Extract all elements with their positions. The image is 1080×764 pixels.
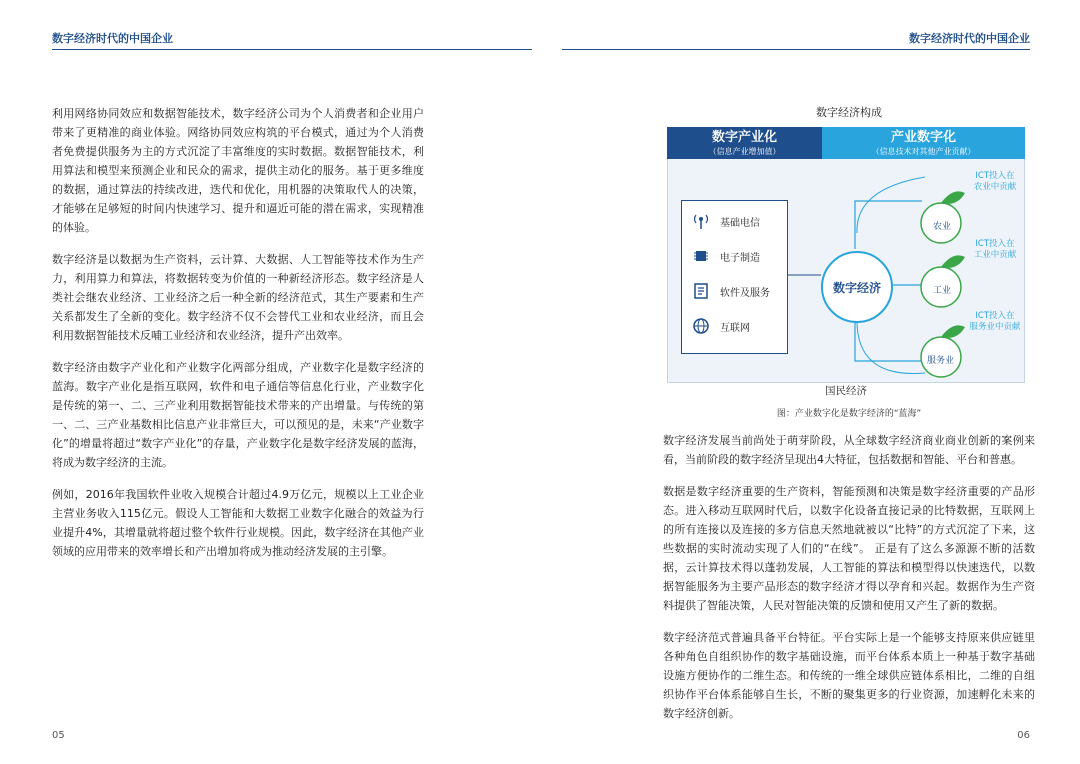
left-paragraph-3: 数字经济由数字产业化和产业数字化两部分组成，产业数字化是数字经济的蓝海。数字产业化是指互联网，软件和电子通信等信息化行业，产业数字化是传统的第一、二、三产业利用数据智能技术带来的产出增量。与传统的第一、二、三产业基数相比信息产业非常巨大，可以预见的是，未来“产业数字化”的增量将超过“数字产业化”的存量，产业数字化是数字经济发展的蓝海，将成为数字经济的主流。 xyxy=(52,361,424,469)
ict-label-services xyxy=(965,311,1025,333)
left-paragraph-1: 利用网络协同效应和数据智能技术，数字经济公司为个人消费者和企业用户带来了更精准的商业体验。网络协同效应构筑的平台模式，通过为个人消费者免费提供服务为主的方式沉淀了丰富维度的实时数据。数据智能技术，利用算法和模型来预测企业和民众的需求，提供主动化的服务。基于更多维度的数据，通过算法的持续改进，迭代和优化，用机器的决策取代人的决策，才能够在足够短的时间内快速学习、提升和逼近可能的潜在需求，实现精准的体验。 xyxy=(52,107,424,234)
chip-icon xyxy=(692,247,710,265)
list-item xyxy=(692,281,770,301)
item-label-electronics: 电子制造 xyxy=(720,252,760,264)
category-services: 服务业 xyxy=(927,356,955,366)
band-right-subtitle: （信息技术对其他产业贡献） xyxy=(871,147,976,156)
running-header-left: 数字经济时代的中国企业 xyxy=(52,32,173,45)
national-economy-label: 国民经济 xyxy=(825,385,867,397)
running-header-right: 数字经济时代的中国企业 xyxy=(909,32,1030,45)
ict-label-agriculture xyxy=(965,171,1025,193)
list-item xyxy=(692,211,760,231)
band-left-title: 数字产业化 xyxy=(711,130,777,145)
band-digital-industrialization xyxy=(667,127,822,159)
digital-economy-diagram xyxy=(667,127,1025,396)
list-item xyxy=(692,246,760,266)
figure-caption: 图：产业数字化是数字经济的“蓝海” xyxy=(776,409,922,419)
industry-node xyxy=(921,255,965,307)
category-agriculture: 农业 xyxy=(933,222,952,232)
left-paragraph-2: 数字经济是以数据为生产资料，云计算、大数据、人工智能等技术作为生产力，利用算力和算法，将数据转变为价值的一种新经济形态。数字经济是人类社会继农业经济、工业经济之后一种全新的经济范式，其生产要素和生产关系都发生了全新的变化。数字经济不仅不会替代工业和农业经济，而且会利用数据智能技术反哺工业经济和农业经济，提升产出效率。 xyxy=(52,253,424,342)
agriculture-node xyxy=(921,191,965,243)
band-industrial-digitalization xyxy=(822,127,1025,159)
header-rule-left xyxy=(52,49,532,50)
globe-icon xyxy=(692,317,710,335)
service-node xyxy=(921,325,965,377)
list-item xyxy=(692,316,750,336)
antenna-icon xyxy=(692,212,710,230)
band-right-title: 产业数字化 xyxy=(890,130,956,145)
page-number-left: 05 xyxy=(52,730,65,741)
digital-industry-list xyxy=(681,200,788,354)
diagram-title: 数字经济构成 xyxy=(816,106,882,119)
ict-text: ICT投入在 农业中贡献 xyxy=(973,171,1017,192)
ict-label-industry xyxy=(965,239,1025,261)
right-paragraph-3: 数字经济范式普遍具备平台特征。平台实际上是一个能够支持原来供应链里各种角色自组织协作的数字基础设施，而平台体系本质上一种基于数字基础设施方便协作的二维生态。和传统的一维全球供应链体系相比，二维的自组织协作平台体系能够自生长，不断的聚集更多的行业资源，加速孵化未来的数字经济创新。 xyxy=(663,631,1035,720)
item-label-software: 软件及服务 xyxy=(720,287,770,299)
page-number-right: 06 xyxy=(1017,730,1030,741)
left-paragraph-4: 例如，2016年我国软件业收入规模合计超过4.9万亿元，规模以上工业企业主营业务收入115亿元。假设人工智能和大数据工业数字化融合的效益为行业提升4%，其增量就将超过整个软件行业规模。因此，数字经济在其他产业领域的应用带来的效率增长和产出增加将成为推动经济发展的主引擎。 xyxy=(52,488,424,558)
document-icon xyxy=(692,282,710,300)
ict-text: ICT投入在 工业中贡献 xyxy=(973,239,1017,260)
header-rule-right xyxy=(562,49,1030,50)
right-paragraph-2: 数据是数字经济重要的生产资料，智能预测和决策是数字经济重要的产品形态。进入移动互联网时代后，以数字化设备直接记录的比特数据，互联网上的所有连接以及连接的多方信息天然地就被以“比特”的方式沉淀了下来，这些数据的实时流动实现了人们的“在线”。 正是有了这么多源源不断的活数据，云计算技术得以蓬勃发展，人工智能的算法和模型得以快速迭代，以数据智能服务为主要产品形态的数字经济才得以孕育和兴起。数据作为生产资料提供了智能决策，人民对智能决策的反馈和使用又产生了新的数据。 xyxy=(663,485,1035,612)
right-paragraph-1: 数字经济发展当前尚处于萌芽阶段，从全球数字经济商业商业创新的案例来看，当前阶段的数字经济呈现出4大特征，包括数据和智能、平台和普惠。 xyxy=(663,434,1035,466)
left-page-body xyxy=(52,104,424,574)
item-label-telecom: 基础电信 xyxy=(720,217,760,229)
category-industry: 工业 xyxy=(933,286,952,296)
digital-economy-hub: 数字经济 xyxy=(821,251,893,323)
ict-text: ICT投入在 服务业中贡献 xyxy=(969,311,1021,332)
right-page-body xyxy=(663,431,1035,736)
item-label-internet: 互联网 xyxy=(720,322,750,334)
band-left-subtitle: （信息产业增加值） xyxy=(708,147,781,156)
